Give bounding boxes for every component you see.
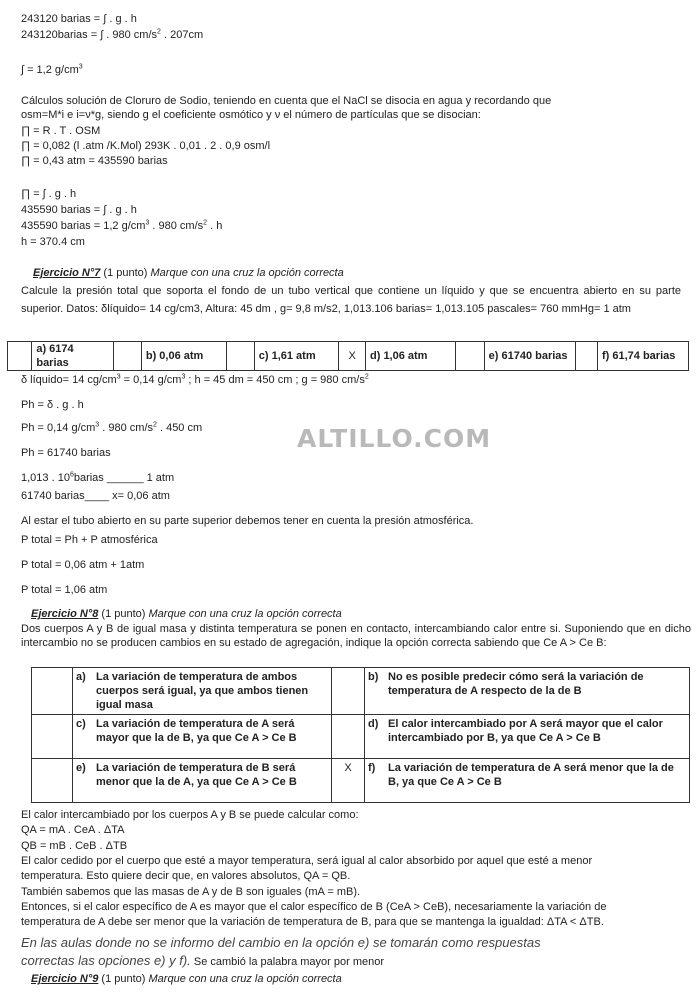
option-mark[interactable] (8, 342, 32, 371)
option-mark-selected[interactable]: X (332, 759, 365, 803)
option-mark[interactable] (32, 759, 73, 803)
option-a: La variación de temperatura de ambos cuerpos será igual, ya que ambos tienen igual masa (93, 668, 332, 715)
option-mark[interactable] (226, 342, 254, 371)
option-mark[interactable] (332, 668, 365, 715)
nacl-line: ∏ = 0,082 (l .atm /K.Mol) 293K . 0,01 . 2 . 0,9 osm/l (21, 140, 271, 152)
option-mark[interactable] (456, 342, 484, 371)
option-c: La variación de temperatura de A será mayor que la de B, ya que Ce A > Ce B (93, 715, 332, 759)
solution-line: temperatura de A debe ser menor que la variación de temperatura de B, para que se mantenga la igualdad: ΔTA < ΔTB. (21, 916, 604, 928)
ptotal-result: P total = 1,06 atm (21, 584, 108, 596)
option-e: e) 61740 barias (484, 342, 575, 371)
ex8-options-table (31, 667, 690, 803)
notice-line: correctas las opciones e) y f). Se cambió la palabra mayor por menor (21, 953, 385, 968)
solution-line: También sabemos que las masas de A y de B son iguales (mA = mB). (21, 886, 361, 898)
option-mark[interactable] (575, 342, 597, 371)
option-b: b) 0,06 atm (141, 342, 226, 371)
calc-line: 243120 barias = ∫ . g . h (21, 13, 137, 25)
nacl-line: ∏ = 0,43 atm = 435590 barias (21, 155, 168, 167)
notice-line: En las aulas donde no se informo del cambio en la opción e) se tomarán como respuestas (21, 935, 541, 950)
option-b: No es posible predecir cómo será la variación de temperatura de A respecto de la de B (385, 668, 690, 715)
nacl-line: ∏ = R . T . OSM (21, 125, 101, 137)
option-letter: b) (365, 668, 386, 715)
option-d: El calor intercambiado por A será mayor que el calor intercambiado por B, ya que Ce A > Ce B (385, 715, 690, 759)
ex8-statement: Dos cuerpos A y B de igual masa y distinta temperatura se ponen en contacto, intercambiando calor entre si. Suponiendo que en dicho intercambio no se producen cambios en su estado de agregación, indique la opción correcta sabiendo que Ce A > Ce B: (21, 623, 691, 649)
calc-line: 243120barias = ∫ . 980 $cm/s^2$ . 207cm (21, 28, 204, 41)
nacl-formula: osm=M*i e i=ν*g, siendo g el coeficiente osmótico y ν el número de partículas que se disocian: (21, 109, 481, 121)
solution-line: Entonces, si el calor específico de A es mayor que el calor específico de B (CeA > CeB), necesariamente la variación de (21, 901, 607, 913)
option-mark[interactable] (113, 342, 141, 371)
ptotal-line: P total = Ph + P atmosférica (21, 534, 158, 546)
solution-line: El calor intercambiado por los cuerpos A y B se puede calcular como: (21, 809, 359, 821)
solution-line: temperatura. Esto quiere decir que, en valores absolutos, QA = QB. (21, 870, 351, 882)
height-line: 435590 barias = ∫ . g . h (21, 204, 137, 216)
ex7-statement: Calcule la presión total que soporta el fondo de un tubo vertical que contiene un líquido y que se encuentra abierto en su parte superior. Datos: δlíquido= 14 cg/cm3, Altura: 45 dm , g= 9,8 m/s2, 1,013.106 barias= 1,013.105 pascales= 760 mmHg= 1 atm (21, 285, 681, 315)
watermark: ALTILLO.COM (297, 424, 492, 453)
option-d: d) 1,06 atm (366, 342, 456, 371)
option-a: a) 6174 barias (32, 342, 113, 371)
ex9-title: Ejercicio N°9 (1 punto) Marque con una cruz la opción correcta (31, 973, 342, 985)
conversion-line: 61740 barias____ x= 0,06 atm (21, 490, 170, 502)
option-e: La variación de temperatura de B será menor que la de A, ya que Ce A > Ce B (93, 759, 332, 803)
height-result: h = 370.4 cm (21, 236, 85, 248)
option-letter: c) (73, 715, 94, 759)
option-mark[interactable] (32, 715, 73, 759)
solution-line: QA = mA . CeA . ΔTA (21, 824, 125, 836)
ph-result: Ph = 61740 barias (21, 447, 111, 459)
option-mark-selected[interactable]: X (339, 342, 366, 371)
ex8-title: Ejercicio N°8 (1 punto) Marque con una cruz la opción correcta (31, 608, 342, 620)
solution-line: QB = mB . CeB . ΔTB (21, 840, 128, 852)
atm-note: Al estar el tubo abierto en su parte superior debemos tener en cuenta la presión atmosférica. (21, 515, 474, 527)
option-letter: a) (73, 668, 94, 715)
conversion-line: 1,013 . $10^6barias$ ______ 1 atm (21, 471, 175, 484)
option-c: c) 1,61 atm (254, 342, 339, 371)
ph-formula: Ph = δ . g . h (21, 399, 84, 411)
calc-result: ∫ = 1,2 $g/cm^3$ (21, 63, 83, 76)
option-letter: e) (73, 759, 94, 803)
option-f: f) 61,74 barias (597, 342, 688, 371)
option-mark[interactable] (32, 668, 73, 715)
ph-calc: Ph = 0,14 $g/cm^3$ . 980 $cm/s^2$ . 450 cm (21, 421, 203, 434)
ex7-data-line: δ líquido= 14 $cg/cm^3 = 0,14$ $g/cm^3$ ; h = 45 dm = 450 cm ; g = 980 $cm/s^2$ (21, 373, 369, 386)
height-calc: 435590 barias = 1,2 $g/cm^3$ . 980 $cm/s^2$ . h (21, 219, 223, 232)
ex7-options-table (7, 341, 689, 371)
option-f: La variación de temperatura de A será menor que la de B, ya que Ce A > Ce B (385, 759, 690, 803)
height-line: ∏ = ∫ . g . h (21, 188, 77, 200)
solution-line: El calor cedido por el cuerpo que esté a mayor temperatura, será igual al calor absorbido por aquel que esté a menor (21, 855, 593, 867)
ptotal-line: P total = 0,06 atm + 1atm (21, 559, 145, 571)
ex7-title: Ejercicio N°7 (1 punto) Marque con una cruz la opción correcta (33, 267, 344, 279)
option-letter: f) (365, 759, 386, 803)
option-letter: d) (365, 715, 386, 759)
nacl-intro: Cálculos solución de Cloruro de Sodio, teniendo en cuenta que el NaCl se disocia en agua y recordando que (21, 95, 552, 107)
option-mark[interactable] (332, 715, 365, 759)
